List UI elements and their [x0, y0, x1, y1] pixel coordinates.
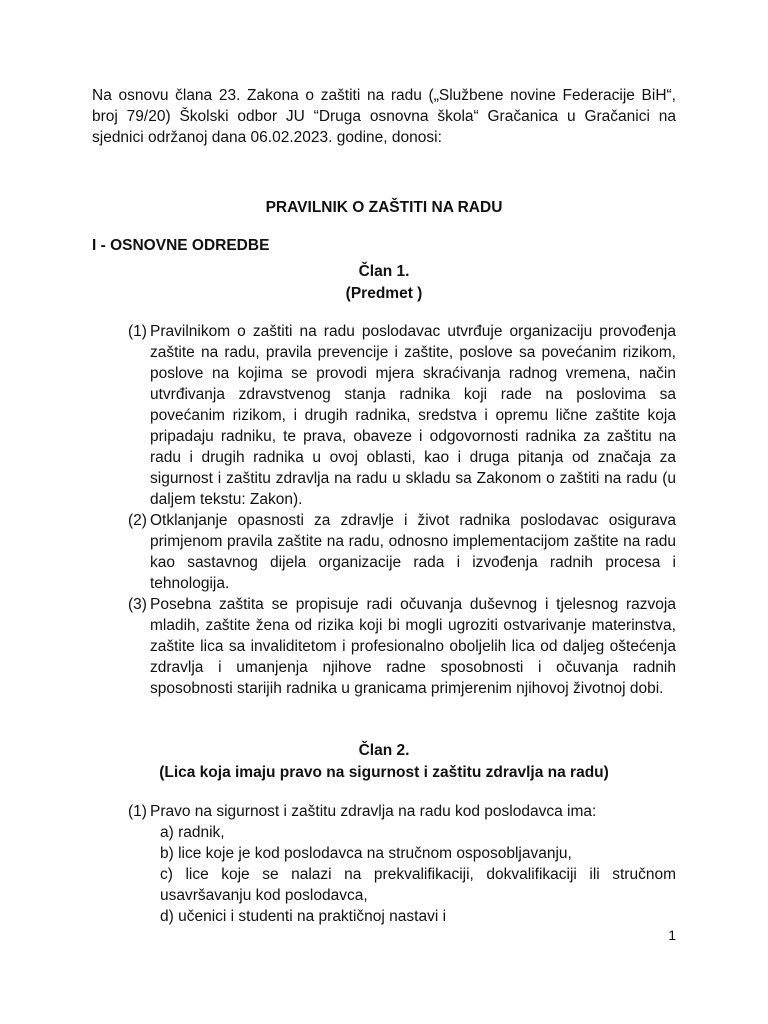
paragraph-number: (1) [128, 323, 147, 340]
article-1-paragraph-2 [128, 510, 676, 594]
paragraph-text: Posebna zaštita se propisuje radi očuvanja duševnog i tjelesnog razvoja mladih, zaštite žena od rizika koji bi mogli ugroziti ostvarivanje materinstva, zaštite lica sa invaliditetom i profesionalno oboljelih lica od daljeg oštećenja zdravlja i umanjenja njihove radne sposobnosti i očuvanja radnih sposobnosti starijih radnika u granicama primjerenim njihovoj životnoj dobi. [150, 596, 676, 697]
document-title: PRAVILNIK O ZAŠTITI NA RADU [265, 199, 503, 216]
paragraph-number: (2) [128, 512, 147, 529]
page-number: 1 [668, 927, 676, 943]
list-item: b) lice koje je kod poslodavca na stručnom osposobljavanju, [160, 845, 572, 862]
article-1-paragraph-3 [128, 594, 676, 699]
article-2-list [160, 822, 676, 927]
article-1-subheading: (Predmet ) [345, 285, 423, 302]
paragraph-number: (1) [128, 803, 147, 820]
preamble-line: Na osnovu člana 23. Zakona o zaštiti na radu („Službene novine Federacije BiH“, [92, 87, 676, 104]
paragraph-number: (3) [128, 596, 147, 613]
preamble-line: broj 79/20) Školski odbor JU “Druga osnovna škola“ Gračanica u Gračanici na [92, 108, 676, 125]
list-item: d) učenici i studenti na praktičnoj nastavi i [160, 908, 447, 925]
article-2-subheading: (Lica koja imaju pravo na sigurnost i zaštitu zdravlja na radu) [159, 764, 609, 781]
article-1-heading: Član 1. [358, 263, 410, 280]
article-1-paragraph-1 [128, 321, 676, 510]
paragraph-text: Pravilnikom o zaštiti na radu poslodavac utvrđuje organizaciju provođenja zaštite na radu, pravila prevencije i zaštite, poslove sa povećanim rizikom, poslove na kojima se provodi mjera skraćivanja radnog vremena, način utvrđivanja zdravstvenog stanja radnika koji rade na poslovima sa povećanim rizikom, i drugih radnika, sredstva i opremu lične zaštite koja pripadaju radniku, te prava, obaveze i odgovornosti radnika za zaštitu na radu i drugih radnika u ovoj oblasti, kao i druga pitanja od značaja za sigurnost i zaštitu zdravlja na radu u skladu sa Zakonom o zaštiti na radu (u daljem tekstu: Zakon). [150, 323, 676, 508]
paragraph-text: Pravo na sigurnost i zaštitu zdravlja na radu kod poslodavca ima: [150, 803, 597, 820]
preamble-line: sjednici održanoj dana 06.02.2023. godine, donosi: [92, 129, 442, 146]
paragraph-text: Otklanjanje opasnosti za zdravlje i život radnika poslodavac osigurava primjenom pravila zaštite na radu, odnosno implementacijom zaštite na radu kao sastavnog dijela organizacije rada i izvođenja radnih procesa i tehnologija. [150, 512, 676, 592]
article-2-heading: Član 2. [358, 742, 410, 759]
preamble [92, 85, 676, 148]
list-item: c) lice koje se nalazi na prekvalifikaciji, dokvalifikaciji ili stručnom usavršavanju kod poslodavca, [160, 866, 676, 904]
section-heading: I - OSNOVNE ODREDBE [92, 237, 270, 254]
list-item: a) radnik, [160, 824, 225, 841]
article-2-paragraph-1 [128, 801, 676, 822]
